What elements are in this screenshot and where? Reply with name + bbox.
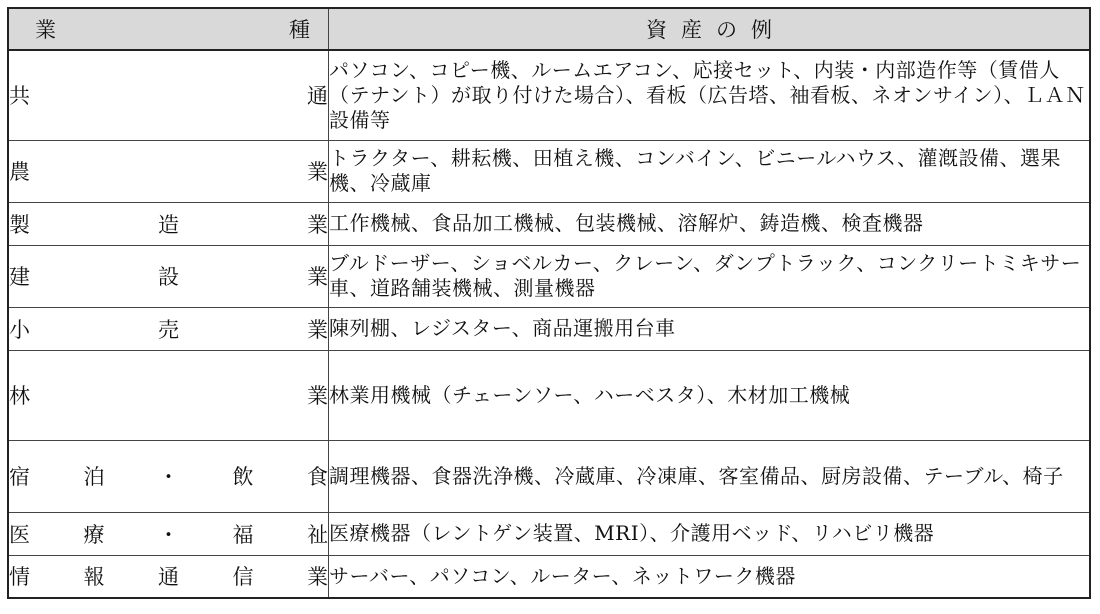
header-char: 例 [751, 18, 772, 42]
industry-char: 設 [158, 265, 179, 289]
industry-cell [8, 140, 329, 202]
industry-char: ・ [158, 522, 179, 547]
industry-char: 通 [158, 565, 179, 590]
table-row [8, 307, 1090, 350]
example-cell: 林業用機械（チェーンソー、ハーベスタ）、木材加工機械 [329, 350, 1091, 440]
industry-char: 飲 [232, 465, 254, 489]
example-cell: 医療機器（レントゲン装置、MRI）、介護用ベッド、リハビリ機器 [329, 512, 1091, 555]
industry-char: 福 [232, 522, 254, 547]
example-cell: 工作機械、食品加工機械、包装機械、溶解炉、鋳造機、検査機器 [329, 202, 1091, 245]
industry-char: 業 [307, 212, 328, 237]
table-row [8, 512, 1090, 555]
industry-char: 祉 [307, 522, 328, 547]
table-row [8, 555, 1090, 598]
table-row [8, 202, 1090, 245]
industry-char: 業 [307, 265, 328, 289]
table-row [8, 245, 1090, 307]
industry-cell [8, 245, 329, 307]
industry-char: 小 [9, 317, 30, 342]
industry-cell [8, 555, 329, 598]
industry-char: 造 [158, 212, 179, 237]
industry-char: 療 [83, 522, 105, 547]
example-cell: ブルドーザー、ショベルカー、クレーン、ダンプトラック、コンクリートミキサー車、道路舗装機械、測量機器 [329, 245, 1091, 307]
table-row [8, 50, 1090, 140]
industry-char: 報 [83, 565, 105, 590]
industry-char: 信 [232, 565, 254, 590]
industry-char: 医 [9, 522, 30, 547]
table-row [8, 440, 1090, 512]
industry-char: 業 [307, 317, 328, 342]
industry-char: 製 [9, 212, 30, 237]
industry-char: 通 [307, 84, 328, 109]
example-cell: 調理機器、食器洗浄機、冷蔵庫、冷凍庫、客室備品、厨房設備、テーブル、椅子 [329, 440, 1091, 512]
industry-char: 業 [307, 160, 328, 184]
industry-char: 農 [9, 160, 30, 184]
industry-char: 林 [9, 384, 30, 408]
asset-examples-table-container [7, 7, 1091, 599]
header-char: 業 [35, 18, 56, 42]
industry-char: 泊 [83, 465, 105, 489]
industry-char: 宿 [9, 465, 30, 489]
industry-char: 共 [9, 84, 30, 109]
industry-cell [8, 350, 329, 440]
industry-cell [8, 202, 329, 245]
header-char: 種 [289, 18, 310, 42]
industry-char: 食 [307, 465, 328, 489]
example-cell: サーバー、パソコン、ルーター、ネットワーク機器 [329, 555, 1091, 598]
industry-cell [8, 50, 329, 140]
industry-char: 業 [307, 384, 328, 408]
industry-column-header [8, 8, 329, 50]
example-cell: トラクター、耕耘機、田植え機、コンバイン、ビニールハウス、灌漑設備、選果機、冷蔵庫 [329, 140, 1091, 202]
example-cell: 陳列棚、レジスター、商品運搬用台車 [329, 307, 1091, 350]
industry-char: 業 [307, 565, 328, 590]
header-char: 産 [681, 18, 702, 42]
industry-char: 建 [9, 265, 30, 289]
header-char: 資 [646, 18, 667, 42]
industry-char: ・ [158, 465, 179, 489]
table-row [8, 350, 1090, 440]
industry-char: 情 [9, 565, 30, 590]
industry-cell [8, 307, 329, 350]
table-header-row [8, 8, 1090, 50]
examples-column-header [329, 8, 1091, 50]
industry-cell [8, 440, 329, 512]
asset-examples-table [7, 7, 1091, 599]
header-char: の [716, 18, 737, 42]
example-cell: パソコン、コピー機、ルームエアコン、応接セット、内装・内部造作等（賃借人（テナント）が取り付けた場合）、看板（広告塔、袖看板、ネオンサイン）、ＬＡＮ設備等 [329, 50, 1091, 140]
industry-cell [8, 512, 329, 555]
table-row [8, 140, 1090, 202]
industry-char: 売 [158, 317, 179, 342]
